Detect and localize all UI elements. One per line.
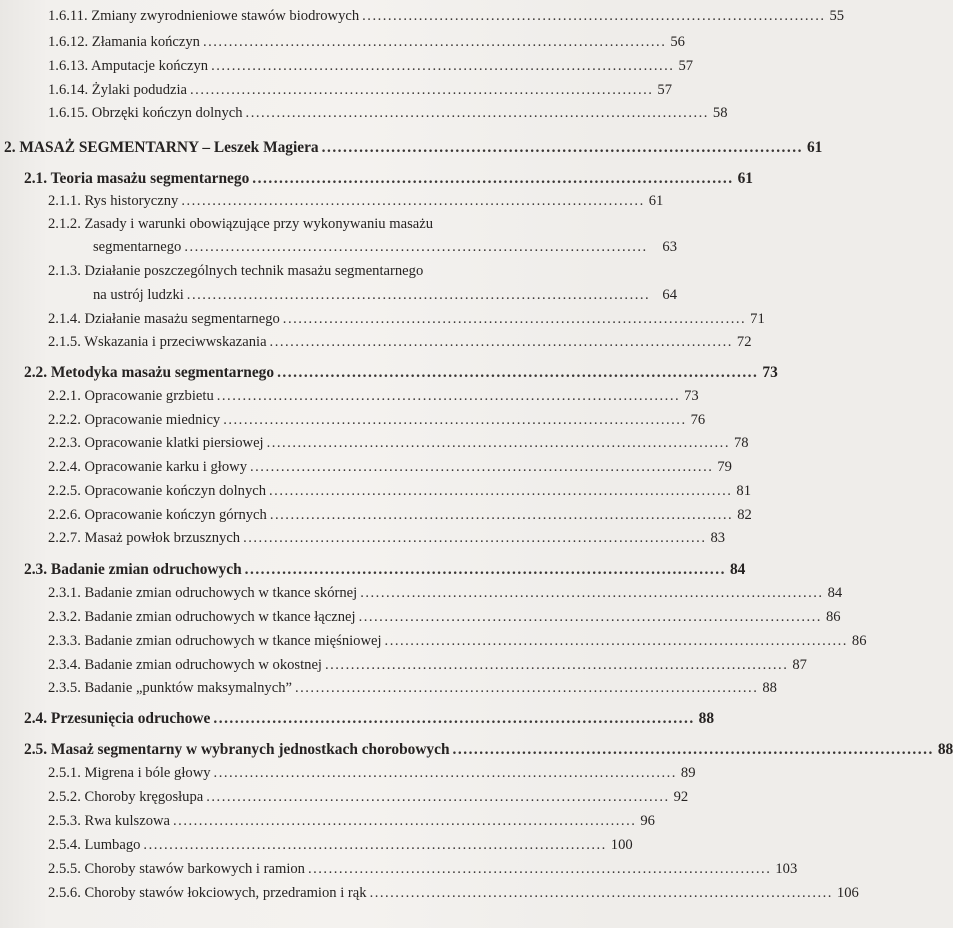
toc-page-number: 58 bbox=[712, 105, 728, 121]
toc-section-heading bbox=[0, 364, 778, 386]
toc-entry bbox=[0, 8, 845, 30]
toc-page-number: 73 bbox=[762, 364, 778, 381]
toc-entry bbox=[0, 765, 696, 787]
toc-entry bbox=[0, 657, 807, 679]
toc-section-heading bbox=[0, 170, 753, 192]
toc-page-number: 89 bbox=[680, 765, 696, 781]
toc-entry-title: 2.5.3. Rwa kulszowa bbox=[48, 813, 171, 829]
toc-chapter-heading bbox=[0, 139, 823, 161]
toc-page-number: 64 bbox=[662, 287, 677, 303]
toc-entry-title: 2.5. Masaż segmentarny w wybranych jednostkach chorobowych bbox=[24, 741, 450, 758]
toc-entry-title: 2.2.6. Opracowanie kończyn górnych bbox=[48, 507, 267, 523]
toc-entry-title: 2. MASAŻ SEGMENTARNY – Leszek Magiera bbox=[4, 139, 319, 156]
leader-dots: .......................................................................................... bbox=[324, 657, 789, 673]
toc-page-number: 100 bbox=[610, 837, 633, 853]
leader-dots: .......................................................................................... bbox=[143, 837, 607, 853]
leader-dots: .......................................................................................... bbox=[181, 193, 645, 209]
toc-page-number: 78 bbox=[733, 435, 749, 451]
toc-page-number: 86 bbox=[851, 633, 867, 649]
leader-dots: .......................................................................................... bbox=[186, 287, 651, 303]
leader-dots: .......................................................................................... bbox=[223, 412, 687, 428]
toc-entry-title: 2.5.2. Choroby kręgosłupa bbox=[48, 789, 204, 805]
toc-page-number: 87 bbox=[792, 657, 807, 673]
toc-section-heading bbox=[0, 741, 953, 763]
leader-dots: .......................................................................................... bbox=[277, 364, 759, 381]
toc-entry bbox=[0, 311, 765, 333]
toc-entry-title: 2.5.6. Choroby stawów łokciowych, przedramion i rąk bbox=[48, 885, 367, 901]
toc-entry bbox=[0, 105, 728, 127]
toc-entry bbox=[0, 388, 699, 410]
toc-page-number: 86 bbox=[825, 609, 841, 625]
toc-page-number: 106 bbox=[836, 885, 859, 901]
toc-entry bbox=[0, 34, 685, 56]
toc-entry-title: segmentarnego bbox=[93, 239, 182, 255]
leader-dots: .......................................................................................... bbox=[213, 710, 695, 727]
leader-dots: .......................................................................................... bbox=[250, 459, 714, 475]
toc-page-number: 61 bbox=[806, 139, 823, 156]
leader-dots: .......................................................................................... bbox=[266, 435, 730, 451]
toc-page-number: 79 bbox=[717, 459, 732, 475]
toc-page-number: 73 bbox=[684, 388, 699, 404]
leader-dots: .......................................................................................... bbox=[184, 239, 648, 255]
leader-dots: .......................................................................................... bbox=[282, 311, 747, 327]
toc-page-number: 76 bbox=[690, 412, 706, 428]
toc-entry-title: 2.1.1. Rys historyczny bbox=[48, 193, 179, 209]
toc-page-number: 82 bbox=[737, 507, 752, 523]
toc-entry-title: 2.5.1. Migrena i bóle głowy bbox=[48, 765, 211, 781]
toc-entry-title: 2.3.1. Badanie zmian odruchowych w tkance skórnej bbox=[48, 585, 358, 601]
toc-entry-title: 2.2.2. Opracowanie miednicy bbox=[48, 412, 221, 428]
toc-entry-title: 1.6.15. Obrzęki kończyn dolnych bbox=[48, 105, 243, 121]
leader-dots: .......................................................................................... bbox=[190, 82, 654, 98]
toc-entry-title: 2.1.5. Wskazania i przeciwwskazania bbox=[48, 334, 267, 350]
toc-entry-title: 2.2. Metodyka masażu segmentarnego bbox=[24, 364, 275, 381]
toc-entry bbox=[0, 82, 672, 104]
toc-page-number: 61 bbox=[737, 170, 753, 187]
toc-entry-continuation bbox=[0, 239, 677, 261]
leader-dots: .......................................................................................... bbox=[384, 633, 848, 649]
leader-dots: .......................................................................................... bbox=[202, 34, 667, 50]
toc-page-number: 83 bbox=[710, 530, 726, 546]
toc-entry bbox=[0, 861, 798, 883]
toc-entry-title: 2.2.7. Masaż powłok brzusznych bbox=[48, 530, 241, 546]
toc-entry bbox=[0, 530, 726, 552]
toc-page-number: 84 bbox=[729, 561, 746, 578]
leader-dots: .......................................................................................... bbox=[173, 813, 637, 829]
leader-dots: .......................................................................................... bbox=[362, 8, 826, 24]
toc-entry-title: 1.6.13. Amputacje kończyn bbox=[48, 58, 209, 74]
leader-dots: .......................................................................................... bbox=[269, 483, 733, 499]
toc-page-number: 88 bbox=[698, 710, 715, 727]
toc-page-number: 57 bbox=[678, 58, 694, 74]
toc-entry-title: 2.2.1. Opracowanie grzbietu bbox=[48, 388, 214, 404]
toc-page-number: 84 bbox=[827, 585, 843, 601]
toc-entry-title: 2.2.3. Opracowanie klatki piersiowej bbox=[48, 435, 264, 451]
toc-entry-title: 2.3.3. Badanie zmian odruchowych w tkance mięśniowej bbox=[48, 633, 382, 649]
toc-entry-line bbox=[0, 263, 632, 285]
leader-dots: .......................................................................................... bbox=[307, 861, 772, 877]
toc-entry bbox=[0, 58, 694, 80]
leader-dots: .......................................................................................... bbox=[244, 561, 726, 578]
leader-dots: .......................................................................................... bbox=[294, 680, 759, 696]
toc-page-number: 103 bbox=[775, 861, 798, 877]
toc-entry bbox=[0, 459, 732, 481]
toc-entry-title: 2.3.5. Badanie „punktów maksymalnych” bbox=[48, 680, 292, 696]
toc-entry bbox=[0, 193, 664, 215]
toc-entry-title: 2.3. Badanie zmian odruchowych bbox=[24, 561, 242, 578]
leader-dots: .......................................................................................... bbox=[216, 388, 681, 404]
toc-entry-title: 1.6.11. Zmiany zwyrodnieniowe stawów biodrowych bbox=[48, 8, 360, 24]
toc-entry bbox=[0, 585, 843, 607]
toc-entry-title: 2.5.4. Lumbago bbox=[48, 837, 141, 853]
leader-dots: .......................................................................................... bbox=[452, 741, 934, 758]
leader-dots: .......................................................................................... bbox=[360, 585, 824, 601]
toc-page-number: 72 bbox=[736, 334, 752, 350]
toc-entry-title: 2.2.5. Opracowanie kończyn dolnych bbox=[48, 483, 267, 499]
toc-entry bbox=[0, 435, 749, 457]
toc-page-number: 56 bbox=[670, 34, 685, 50]
toc-page-number: 81 bbox=[736, 483, 751, 499]
leader-dots: .......................................................................................... bbox=[321, 139, 803, 156]
leader-dots: .......................................................................................... bbox=[369, 885, 833, 901]
toc-page-number: 71 bbox=[750, 311, 765, 327]
toc-entry bbox=[0, 813, 655, 835]
toc-entry-title: na ustrój ludzki bbox=[93, 287, 184, 303]
toc-page-number: 96 bbox=[640, 813, 655, 829]
toc-page-number: 57 bbox=[657, 82, 672, 98]
toc-entry-title: 2.3.2. Badanie zmian odruchowych w tkance łącznej bbox=[48, 609, 356, 625]
toc-entry bbox=[0, 334, 752, 356]
toc-entry-title: 2.2.4. Opracowanie karku i głowy bbox=[48, 459, 247, 475]
toc-page-number: 88 bbox=[762, 680, 777, 696]
toc-entry bbox=[0, 507, 752, 529]
toc-entry-title: 2.5.5. Choroby stawów barkowych i ramion bbox=[48, 861, 305, 877]
leader-dots: .......................................................................................... bbox=[358, 609, 822, 625]
toc-entry-line bbox=[0, 216, 632, 238]
toc-entry bbox=[0, 789, 689, 811]
toc-section-heading bbox=[0, 561, 746, 583]
toc-page-number: 92 bbox=[673, 789, 689, 805]
toc-page-number: 55 bbox=[829, 8, 845, 24]
toc-entry bbox=[0, 633, 867, 655]
toc-section-heading bbox=[0, 710, 715, 732]
toc-entry-title: 2.1.3. Działanie poszczególnych technik masażu segmentarnego bbox=[48, 263, 424, 279]
toc-page-number: 61 bbox=[648, 193, 664, 209]
toc-entry-title: 1.6.12. Złamania kończyn bbox=[48, 34, 200, 50]
toc-page-number: 63 bbox=[662, 239, 677, 255]
toc-entry bbox=[0, 609, 841, 631]
leader-dots: .......................................................................................... bbox=[269, 507, 734, 523]
toc-entry-title: 2.4. Przesunięcia odruchowe bbox=[24, 710, 211, 727]
toc-entry-continuation bbox=[0, 287, 677, 309]
leader-dots: .......................................................................................... bbox=[252, 170, 734, 187]
toc-entry bbox=[0, 837, 632, 859]
toc-entry bbox=[0, 680, 777, 702]
toc-entry-title: 2.3.4. Badanie zmian odruchowych w okostnej bbox=[48, 657, 322, 673]
toc-page-number: 88 bbox=[937, 741, 953, 758]
leader-dots: .......................................................................................... bbox=[213, 765, 677, 781]
leader-dots: .......................................................................................... bbox=[245, 105, 709, 121]
toc-entry-title: 2.1. Teoria masażu segmentarnego bbox=[24, 170, 250, 187]
toc-entry bbox=[0, 412, 706, 434]
leader-dots: .......................................................................................... bbox=[206, 789, 670, 805]
leader-dots: .......................................................................................... bbox=[243, 530, 707, 546]
toc-entry-title: 2.1.2. Zasady i warunki obowiązujące przy wykonywaniu masażu bbox=[48, 216, 433, 232]
leader-dots: .......................................................................................... bbox=[211, 58, 675, 74]
toc-entry-title: 1.6.14. Żylaki podudzia bbox=[48, 82, 188, 98]
toc-entry-title: 2.1.4. Działanie masażu segmentarnego bbox=[48, 311, 280, 327]
leader-dots: .......................................................................................... bbox=[269, 334, 733, 350]
toc-entry bbox=[0, 483, 751, 505]
toc-entry bbox=[0, 885, 859, 907]
